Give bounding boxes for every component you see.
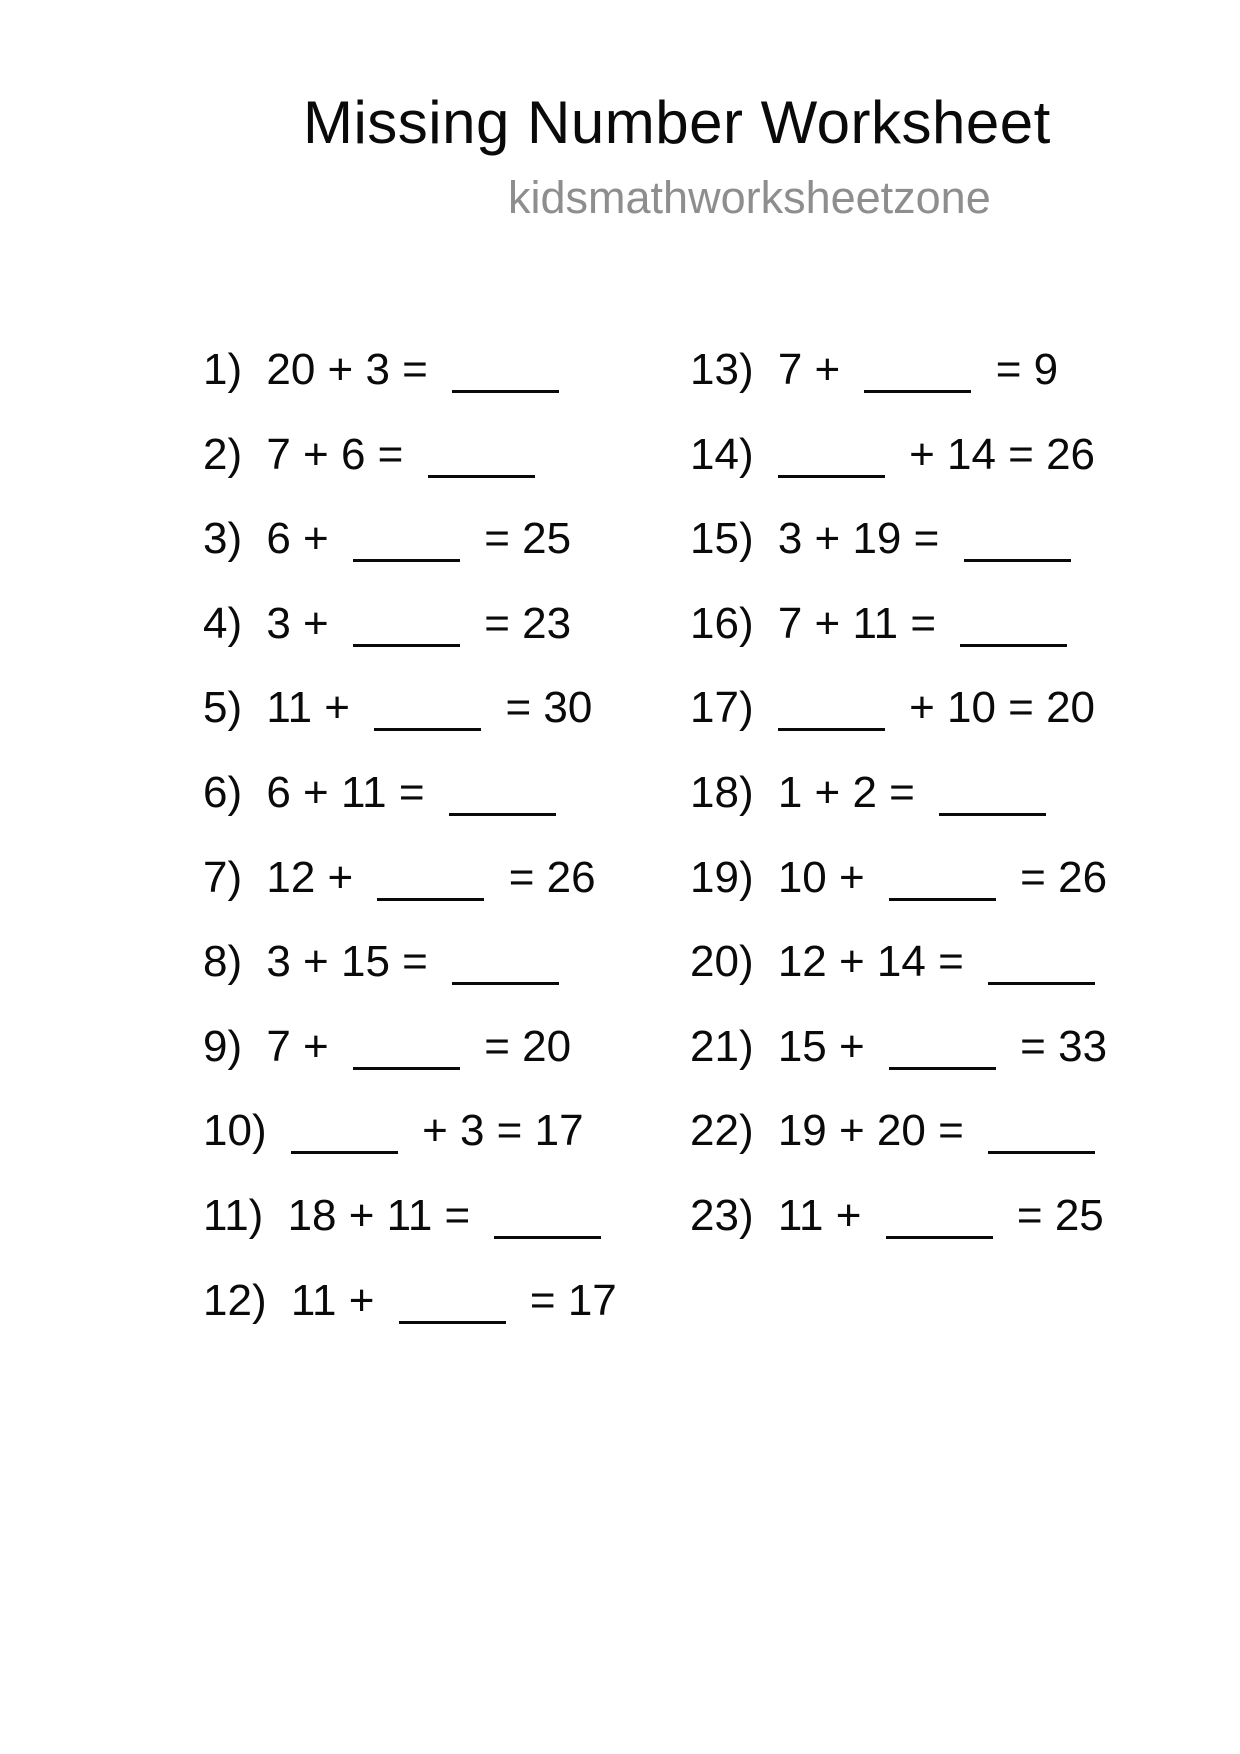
problem-expression-post: = 20 <box>484 1021 572 1071</box>
problem-expression-post: + 10 = 20 <box>909 683 1096 733</box>
problem-row <box>203 1089 617 1174</box>
answer-blank[interactable] <box>886 1204 993 1239</box>
answer-blank[interactable] <box>452 950 559 985</box>
problem-expression-post: = 33 <box>1020 1021 1108 1071</box>
answer-blank[interactable] <box>778 443 885 478</box>
problem-number: 8) <box>203 937 243 987</box>
problem-row <box>690 1174 1107 1259</box>
problem-expression-pre: 10 + <box>777 852 865 902</box>
answer-blank[interactable] <box>449 781 556 816</box>
problem-number: 16) <box>690 598 754 648</box>
problem-expression-pre: 20 + 3 = <box>266 345 428 394</box>
answer-blank[interactable] <box>889 866 996 901</box>
problem-number: 1) <box>203 345 243 394</box>
problem-row <box>203 497 617 582</box>
answer-blank[interactable] <box>353 1035 460 1070</box>
problem-row <box>690 836 1107 921</box>
answer-blank[interactable] <box>374 696 481 731</box>
problem-expression-post: = 26 <box>1020 852 1108 902</box>
problem-expression-pre: 12 + <box>266 852 354 902</box>
problem-row <box>203 920 617 1005</box>
problem-number: 19) <box>690 852 754 902</box>
problem-number: 5) <box>203 683 243 733</box>
brand-subtitle: kidsmathworksheetzone <box>508 172 991 223</box>
problem-number: 4) <box>203 598 243 648</box>
answer-blank[interactable] <box>988 1119 1095 1154</box>
problems-column-right <box>690 328 1107 1259</box>
problem-number: 6) <box>203 767 243 817</box>
problem-row <box>690 582 1107 667</box>
answer-blank[interactable] <box>960 612 1067 647</box>
answer-blank[interactable] <box>864 358 971 393</box>
problem-expression-pre: 7 + 11 = <box>777 598 937 648</box>
problem-row <box>690 920 1107 1005</box>
problem-expression-pre: 12 + 14 = <box>777 937 964 987</box>
problem-number: 18) <box>690 767 754 817</box>
problem-number: 11) <box>203 1190 264 1240</box>
problem-number: 7) <box>203 852 243 902</box>
problem-row <box>690 413 1107 498</box>
problem-expression-post: + 14 = 26 <box>909 429 1096 479</box>
problem-row <box>203 1174 617 1259</box>
problem-expression-pre: 11 + <box>266 683 350 733</box>
problem-row <box>203 1005 617 1090</box>
problem-expression-pre: 15 + <box>777 1021 865 1071</box>
problem-row <box>203 751 617 836</box>
problem-row <box>203 582 617 667</box>
problems-column-left <box>203 328 617 1343</box>
problem-row <box>690 1005 1107 1090</box>
problem-row <box>203 328 617 413</box>
answer-blank[interactable] <box>778 696 885 731</box>
answer-blank[interactable] <box>399 1289 506 1324</box>
problem-row <box>690 1089 1107 1174</box>
problem-expression-pre: 3 + 19 = <box>777 514 940 564</box>
problem-row <box>690 328 1107 413</box>
problem-number: 15) <box>690 514 754 564</box>
answer-blank[interactable] <box>428 443 535 478</box>
problem-expression-post: = 23 <box>484 598 572 648</box>
answer-blank[interactable] <box>494 1204 601 1239</box>
answer-blank[interactable] <box>353 612 460 647</box>
answer-blank[interactable] <box>889 1035 996 1070</box>
problem-expression-post: = 25 <box>484 514 572 564</box>
answer-blank[interactable] <box>988 950 1095 985</box>
problem-expression-pre: 19 + 20 = <box>777 1106 964 1156</box>
problem-expression-pre: 1 + 2 = <box>777 767 915 817</box>
problem-number: 9) <box>203 1021 243 1071</box>
answer-blank[interactable] <box>964 527 1071 562</box>
answer-blank[interactable] <box>291 1119 398 1154</box>
problem-number: 23) <box>690 1190 754 1240</box>
problem-number: 10) <box>203 1106 267 1156</box>
problem-expression-pre: 7 + 6 = <box>266 429 404 479</box>
problem-number: 22) <box>690 1106 754 1156</box>
problem-expression-post: = 26 <box>508 852 596 902</box>
problem-expression-pre: 18 + 11 = <box>287 1190 471 1240</box>
problem-expression-pre: 6 + 11 = <box>266 767 425 817</box>
problem-expression-pre: 11 + <box>777 1190 862 1240</box>
problem-row <box>203 666 617 751</box>
problem-number: 21) <box>690 1021 754 1071</box>
problem-expression-pre: 3 + 15 = <box>266 937 428 987</box>
problem-row <box>203 836 617 921</box>
problem-number: 17) <box>690 683 754 733</box>
answer-blank[interactable] <box>353 527 460 562</box>
problem-expression-pre: 7 + <box>266 1021 329 1071</box>
problem-expression-post: = 25 <box>1016 1190 1104 1240</box>
problem-expression-pre: 3 + <box>266 598 329 648</box>
problem-row <box>690 751 1107 836</box>
problem-number: 13) <box>690 345 754 394</box>
answer-blank[interactable] <box>939 781 1046 816</box>
problem-number: 12) <box>203 1275 267 1325</box>
page-title: Missing Number Worksheet <box>303 89 1051 156</box>
problem-row <box>690 497 1107 582</box>
problem-expression-post: + 3 = 17 <box>422 1106 584 1156</box>
problem-expression-pre: 6 + <box>266 514 329 564</box>
answer-blank[interactable] <box>452 358 559 393</box>
problem-row <box>690 666 1107 751</box>
problem-expression-pre: 7 + <box>777 345 841 394</box>
problem-expression-post: = 9 <box>995 345 1059 394</box>
problem-expression-post: = 30 <box>505 683 593 733</box>
problem-number: 2) <box>203 429 243 479</box>
problem-row <box>203 1259 617 1344</box>
problem-expression-post: = 17 <box>529 1275 617 1325</box>
problem-number: 20) <box>690 937 754 987</box>
problem-expression-pre: 11 + <box>290 1275 375 1325</box>
problem-number: 14) <box>690 429 754 479</box>
problem-row <box>203 413 617 498</box>
answer-blank[interactable] <box>377 866 484 901</box>
problem-number: 3) <box>203 514 243 564</box>
